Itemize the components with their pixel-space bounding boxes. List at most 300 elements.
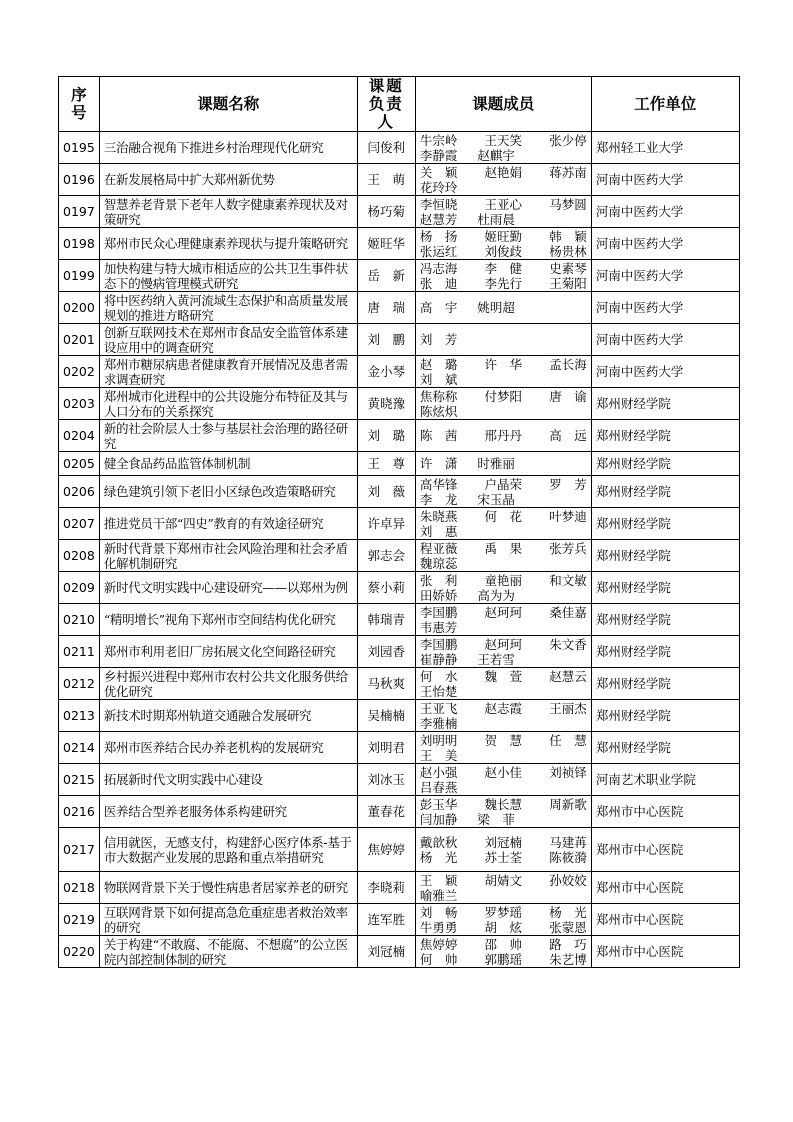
- work-unit: 郑州轻工业大学: [591, 132, 739, 164]
- member-name: 杨 光: [419, 849, 458, 865]
- project-members: [415, 452, 591, 476]
- member-name: 桑佳嘉: [549, 604, 587, 620]
- member-name: 牛勇勇: [419, 919, 458, 935]
- topic-title: 关于构建“不敢腐、不能腐、不想腐”的公立医院内部控制体制的研究: [99, 936, 357, 968]
- member-name: 张 迪: [419, 275, 458, 291]
- member-name: 李静霞: [419, 147, 458, 163]
- member-name: 王怡楚: [419, 683, 458, 699]
- project-leader: 连军胜: [357, 904, 415, 936]
- topic-title: 新时代背景下郑州市社会风险治理和社会矛盾化解机制研究: [99, 540, 357, 572]
- member-line: [420, 920, 587, 935]
- member-name: 户晶荣: [484, 476, 523, 492]
- member-line: [420, 888, 587, 903]
- topic-title: 健全食品药品监管体制机制: [99, 452, 357, 476]
- member-name: 焦婷婷: [419, 936, 458, 952]
- project-members: [415, 260, 591, 292]
- member-name: 马建苒: [549, 834, 587, 850]
- project-members: [415, 796, 591, 828]
- member-name: 赵 璐: [419, 356, 458, 372]
- member-name: 何 花: [484, 508, 523, 524]
- project-members: [415, 732, 591, 764]
- project-leader: 姬旺华: [357, 228, 415, 260]
- work-unit: 郑州市中心医院: [591, 872, 739, 904]
- table-row: [59, 476, 740, 508]
- header-topic: 课题名称: [99, 77, 357, 132]
- work-unit: 郑州财经学院: [591, 572, 739, 604]
- row-number: 0206: [59, 476, 100, 508]
- member-name: 孟长海: [549, 356, 587, 372]
- table-row: [59, 228, 740, 260]
- project-members: [415, 604, 591, 636]
- member-name: 胡婧文: [484, 872, 523, 888]
- member-name: 陈炫炽: [419, 403, 458, 419]
- member-name: 喻雅兰: [419, 887, 458, 903]
- project-leader: 刘 鹏: [357, 324, 415, 356]
- member-line: [420, 300, 587, 315]
- member-name: 刘 斌: [419, 371, 458, 387]
- topic-title: “精明增长”视角下郑州市空间结构优化研究: [99, 604, 357, 636]
- work-unit: 河南中医药大学: [591, 260, 739, 292]
- row-number: 0220: [59, 936, 100, 968]
- member-name: 高为为: [477, 587, 515, 603]
- member-line: [420, 937, 587, 952]
- table-row: [59, 452, 740, 476]
- member-name: 许 潇: [419, 456, 458, 471]
- table-row: [59, 828, 740, 872]
- project-members: [415, 292, 591, 324]
- work-unit: 郑州市中心医院: [591, 796, 739, 828]
- member-line: [420, 261, 587, 276]
- topic-title: 在新发展格局中扩大郑州新优势: [99, 164, 357, 196]
- member-name: 郭鹏瑶: [484, 951, 523, 967]
- member-name: 赵麒宇: [477, 147, 515, 163]
- work-unit: 河南中医药大学: [591, 356, 739, 388]
- member-name: 王 颖: [419, 872, 458, 888]
- project-leader: 韩瑞青: [357, 604, 415, 636]
- project-leader: 王 萌: [357, 164, 415, 196]
- member-name: 付梦阳: [484, 388, 523, 404]
- member-line: [420, 733, 587, 748]
- member-line: [420, 229, 587, 244]
- member-name: 魏 萱: [484, 668, 523, 684]
- project-leader: 刘明君: [357, 732, 415, 764]
- table-row: [59, 132, 740, 164]
- member-name: 童艳丽: [484, 572, 523, 588]
- member-name: 李 龙: [419, 491, 458, 507]
- member-name: 朱晓燕: [419, 508, 458, 524]
- member-line: [420, 456, 587, 471]
- project-members: [415, 324, 591, 356]
- member-name: 张少停: [549, 132, 587, 148]
- member-line: [420, 684, 587, 699]
- topic-title: 郑州城市化进程中的公共设施分布特征及其与人口分布的关系探究: [99, 388, 357, 420]
- work-unit: 郑州财经学院: [591, 540, 739, 572]
- work-unit: 郑州财经学院: [591, 732, 739, 764]
- member-line: [420, 524, 587, 539]
- project-leader: 黄晓豫: [357, 388, 415, 420]
- member-name: 彭玉华: [419, 796, 458, 812]
- member-line: [420, 952, 587, 967]
- project-leader: 刘冠楠: [357, 936, 415, 968]
- member-name: 赵小佳: [484, 764, 523, 780]
- member-name: 何 水: [419, 668, 458, 684]
- table-row: [59, 196, 740, 228]
- project-leader: 许卓异: [357, 508, 415, 540]
- row-number: 0217: [59, 828, 100, 872]
- row-number: 0213: [59, 700, 100, 732]
- topic-title: 将中医药纳入黄河流域生态保护和高质量发展规划的推进方略研究: [99, 292, 357, 324]
- member-line: [420, 812, 587, 827]
- table-row: [59, 324, 740, 356]
- project-leader: 焦婷婷: [357, 828, 415, 872]
- project-members: [415, 476, 591, 508]
- row-number: 0199: [59, 260, 100, 292]
- member-name: 时雅丽: [477, 456, 515, 471]
- member-line: [420, 797, 587, 812]
- member-name: 王亚飞: [419, 700, 458, 716]
- member-name: 闫加静: [419, 811, 458, 827]
- member-name: 史素琴: [549, 260, 587, 276]
- member-name: 苏士荃: [484, 849, 523, 865]
- table-row: [59, 668, 740, 700]
- member-line: [420, 701, 587, 716]
- work-unit: 郑州市中心医院: [591, 828, 739, 872]
- row-number: 0211: [59, 636, 100, 668]
- row-number: 0209: [59, 572, 100, 604]
- member-name: 焦称称: [419, 388, 458, 404]
- member-line: [420, 716, 587, 731]
- member-name: 杨 扬: [419, 228, 458, 244]
- project-members: [415, 872, 591, 904]
- member-name: 孙姣姣: [549, 872, 587, 888]
- topic-title: 郑州市民众心理健康素养现状与提升策略研究: [99, 228, 357, 260]
- member-name: 贺 慧: [484, 732, 523, 748]
- row-number: 0208: [59, 540, 100, 572]
- table-row: [59, 936, 740, 968]
- member-line: [420, 428, 587, 443]
- member-name: 罗 芳: [549, 476, 587, 492]
- member-name: 王丽杰: [549, 700, 587, 716]
- project-table: [58, 76, 740, 968]
- work-unit: 郑州市中心医院: [591, 904, 739, 936]
- work-unit: 河南艺术职业学院: [591, 764, 739, 796]
- member-line: [420, 850, 587, 865]
- member-name: 刘 惠: [419, 523, 458, 539]
- row-number: 0198: [59, 228, 100, 260]
- member-name: 崔静静: [419, 651, 458, 667]
- member-name: 何 帅: [419, 951, 458, 967]
- row-number: 0216: [59, 796, 100, 828]
- member-name: 赵志霞: [484, 700, 523, 716]
- member-line: [420, 669, 587, 684]
- work-unit: 郑州财经学院: [591, 452, 739, 476]
- work-unit: 郑州财经学院: [591, 508, 739, 540]
- member-name: 任 慧: [549, 732, 587, 748]
- project-leader: 金小琴: [357, 356, 415, 388]
- table-row: [59, 732, 740, 764]
- project-members: [415, 668, 591, 700]
- project-leader: 刘 薇: [357, 476, 415, 508]
- topic-title: 医养结合型养老服务体系构建研究: [99, 796, 357, 828]
- member-name: 邢丹丹: [484, 428, 523, 443]
- member-line: [420, 244, 587, 259]
- project-leader: 杨巧菊: [357, 196, 415, 228]
- table-row: [59, 388, 740, 420]
- member-name: 赵艳娟: [484, 164, 523, 180]
- member-line: [420, 389, 587, 404]
- member-name: 张芳兵: [549, 540, 587, 556]
- member-line: [420, 212, 587, 227]
- table-row: [59, 356, 740, 388]
- member-name: 宋玉晶: [477, 491, 515, 507]
- member-name: 唐 谕: [549, 388, 587, 404]
- row-number: 0207: [59, 508, 100, 540]
- member-name: 禹 果: [484, 540, 523, 556]
- table-header-row: [59, 77, 740, 132]
- member-line: [420, 197, 587, 212]
- member-name: 韦惠芳: [419, 619, 458, 635]
- project-members: [415, 540, 591, 572]
- topic-title: 乡村振兴进程中郑州市农村公共文化服务供给优化研究: [99, 668, 357, 700]
- member-name: 朱艺博: [549, 951, 587, 967]
- project-members: [415, 356, 591, 388]
- work-unit: 郑州财经学院: [591, 636, 739, 668]
- member-name: 张蒙恩: [549, 919, 587, 935]
- member-name: 李国鹏: [419, 636, 458, 652]
- table-row: [59, 540, 740, 572]
- member-name: 李先行: [484, 275, 523, 291]
- member-line: [420, 133, 587, 148]
- table-row: [59, 164, 740, 196]
- table-row: [59, 904, 740, 936]
- row-number: 0202: [59, 356, 100, 388]
- member-name: 魏长慧: [484, 796, 523, 812]
- work-unit: 河南中医药大学: [591, 228, 739, 260]
- member-name: 蒋苏南: [549, 164, 587, 180]
- topic-title: 创新互联网技术在郑州市食品安全监管体系建设应用中的调查研究: [99, 324, 357, 356]
- row-number: 0210: [59, 604, 100, 636]
- work-unit: 郑州市中心医院: [591, 936, 739, 968]
- member-line: [420, 605, 587, 620]
- project-members: [415, 508, 591, 540]
- project-leader: 刘冰玉: [357, 764, 415, 796]
- project-members: [415, 132, 591, 164]
- member-name: 张运红: [419, 243, 458, 259]
- member-name: 张 利: [419, 572, 458, 588]
- member-name: 杨 光: [549, 904, 587, 920]
- table-body: [59, 132, 740, 968]
- topic-title: 信用就医，无感支付，构建舒心医疗体系-基于市大数据产业发展的思路和重点举措研究: [99, 828, 357, 872]
- table-row: [59, 604, 740, 636]
- table-row: [59, 572, 740, 604]
- member-line: [420, 180, 587, 195]
- table-row: [59, 796, 740, 828]
- member-name: 关 颖: [419, 164, 458, 180]
- member-name: 王若雪: [477, 651, 515, 667]
- row-number: 0200: [59, 292, 100, 324]
- member-name: 赵珂珂: [484, 636, 523, 652]
- project-leader: 蔡小莉: [357, 572, 415, 604]
- row-number: 0204: [59, 420, 100, 452]
- member-line: [420, 873, 587, 888]
- member-line: [420, 357, 587, 372]
- row-number: 0218: [59, 872, 100, 904]
- member-name: 赵慧芳: [419, 211, 458, 227]
- member-line: [420, 748, 587, 763]
- work-unit: 郑州财经学院: [591, 668, 739, 700]
- work-unit: 河南中医药大学: [591, 292, 739, 324]
- project-leader: 刘 璐: [357, 420, 415, 452]
- member-name: 刘祯铎: [549, 764, 587, 780]
- member-name: 李雅楠: [419, 715, 458, 731]
- member-line: [420, 620, 587, 635]
- member-name: 姬旺勤: [484, 228, 523, 244]
- project-members: [415, 572, 591, 604]
- member-line: [420, 541, 587, 556]
- member-name: 王天笑: [484, 132, 523, 148]
- topic-title: 郑州市糖尿病患者健康教育开展情况及患者需求调查研究: [99, 356, 357, 388]
- table-row: [59, 636, 740, 668]
- member-name: 周新歌: [549, 796, 587, 812]
- table-row: [59, 260, 740, 292]
- member-name: 高华锋: [419, 476, 458, 492]
- table-row: [59, 508, 740, 540]
- work-unit: 郑州财经学院: [591, 420, 739, 452]
- member-name: 冯志海: [419, 260, 458, 276]
- project-leader: 李晓莉: [357, 872, 415, 904]
- row-number: 0212: [59, 668, 100, 700]
- member-line: [420, 276, 587, 291]
- member-name: 花玲玲: [419, 179, 458, 195]
- member-name: 杨贵林: [549, 243, 587, 259]
- row-number: 0205: [59, 452, 100, 476]
- member-line: [420, 148, 587, 163]
- work-unit: 郑州财经学院: [591, 604, 739, 636]
- row-number: 0219: [59, 904, 100, 936]
- row-number: 0196: [59, 164, 100, 196]
- member-line: [420, 652, 587, 667]
- topic-title: 郑州市利用老旧厂房拓展文化空间路径研究: [99, 636, 357, 668]
- member-line: [420, 637, 587, 652]
- row-number: 0201: [59, 324, 100, 356]
- member-line: [420, 477, 587, 492]
- member-name: 戴歆秋: [419, 834, 458, 850]
- project-members: [415, 936, 591, 968]
- member-name: 杜雨晨: [477, 211, 515, 227]
- member-name: 刘 畅: [419, 904, 458, 920]
- member-line: [420, 765, 587, 780]
- row-number: 0197: [59, 196, 100, 228]
- member-line: [420, 905, 587, 920]
- work-unit: 郑州财经学院: [591, 388, 739, 420]
- member-line: [420, 556, 587, 571]
- topic-title: 绿色建筑引领下老旧小区绿色改造策略研究: [99, 476, 357, 508]
- member-name: 叶梦迪: [549, 508, 587, 524]
- project-members: [415, 228, 591, 260]
- member-line: [420, 835, 587, 850]
- work-unit: 郑州财经学院: [591, 700, 739, 732]
- work-unit: 河南中医药大学: [591, 324, 739, 356]
- member-line: [420, 780, 587, 795]
- member-name: 田娇娇: [419, 587, 458, 603]
- member-name: 许 华: [484, 356, 523, 372]
- member-name: 刘俊歧: [484, 243, 523, 259]
- member-line: [420, 332, 587, 347]
- project-leader: 马秋爽: [357, 668, 415, 700]
- member-name: 邵 帅: [484, 936, 523, 952]
- member-line: [420, 165, 587, 180]
- member-name: 王菊阳: [549, 275, 587, 291]
- member-name: 魏琼蕊: [419, 555, 458, 571]
- project-leader: 董春花: [357, 796, 415, 828]
- project-members: [415, 700, 591, 732]
- member-name: 韩 颖: [549, 228, 587, 244]
- member-name: 李国鹏: [419, 604, 458, 620]
- member-name: 姚明超: [477, 300, 515, 315]
- project-members: [415, 904, 591, 936]
- topic-title: 郑州市医养结合民办养老机构的发展研究: [99, 732, 357, 764]
- topic-title: 加快构建与特大城市相适应的公共卫生事件状态下的慢病管理模式研究: [99, 260, 357, 292]
- project-leader: 岳 新: [357, 260, 415, 292]
- header-members: 课题成员: [415, 77, 591, 132]
- row-number: 0195: [59, 132, 100, 164]
- member-name: 路 巧: [549, 936, 587, 952]
- member-line: [420, 404, 587, 419]
- work-unit: 河南中医药大学: [591, 164, 739, 196]
- row-number: 0215: [59, 764, 100, 796]
- work-unit: 河南中医药大学: [591, 196, 739, 228]
- member-name: 赵慧云: [549, 668, 587, 684]
- member-name: 和文敏: [549, 572, 587, 588]
- member-name: 罗梦瑶: [484, 904, 523, 920]
- member-name: 刘明明: [419, 732, 458, 748]
- project-leader: 闫俊利: [357, 132, 415, 164]
- member-line: [420, 509, 587, 524]
- member-name: 高 宇: [419, 300, 458, 315]
- member-name: 吕春燕: [419, 779, 458, 795]
- table-row: [59, 292, 740, 324]
- row-number: 0203: [59, 388, 100, 420]
- member-name: 程亚薇: [419, 540, 458, 556]
- project-members: [415, 420, 591, 452]
- topic-title: 互联网背景下如何提高急危重症患者救治效率的研究: [99, 904, 357, 936]
- topic-title: 新技术时期郑州轨道交通融合发展研究: [99, 700, 357, 732]
- project-members: [415, 196, 591, 228]
- member-name: 陈 茜: [419, 428, 458, 443]
- member-name: 赵珂珂: [484, 604, 523, 620]
- member-line: [420, 573, 587, 588]
- project-leader: 王 尊: [357, 452, 415, 476]
- project-members: [415, 764, 591, 796]
- table-row: [59, 420, 740, 452]
- member-name: 朱文香: [549, 636, 587, 652]
- project-members: [415, 828, 591, 872]
- member-name: 牛宗岭: [419, 132, 458, 148]
- member-line: [420, 492, 587, 507]
- project-leader: 郭志会: [357, 540, 415, 572]
- topic-title: 新的社会阶层人士参与基层社会治理的路径研究: [99, 420, 357, 452]
- topic-title: 推进党员干部“四史”教育的有效途径研究: [99, 508, 357, 540]
- member-name: 赵小强: [419, 764, 458, 780]
- project-leader: 唐 瑞: [357, 292, 415, 324]
- table-row: [59, 700, 740, 732]
- member-name: 陈筱漪: [549, 849, 587, 865]
- member-name: 马梦圆: [549, 196, 587, 212]
- project-members: [415, 164, 591, 196]
- work-unit: 郑州财经学院: [591, 476, 739, 508]
- member-name: 李 健: [484, 260, 523, 276]
- project-leader: 刘园香: [357, 636, 415, 668]
